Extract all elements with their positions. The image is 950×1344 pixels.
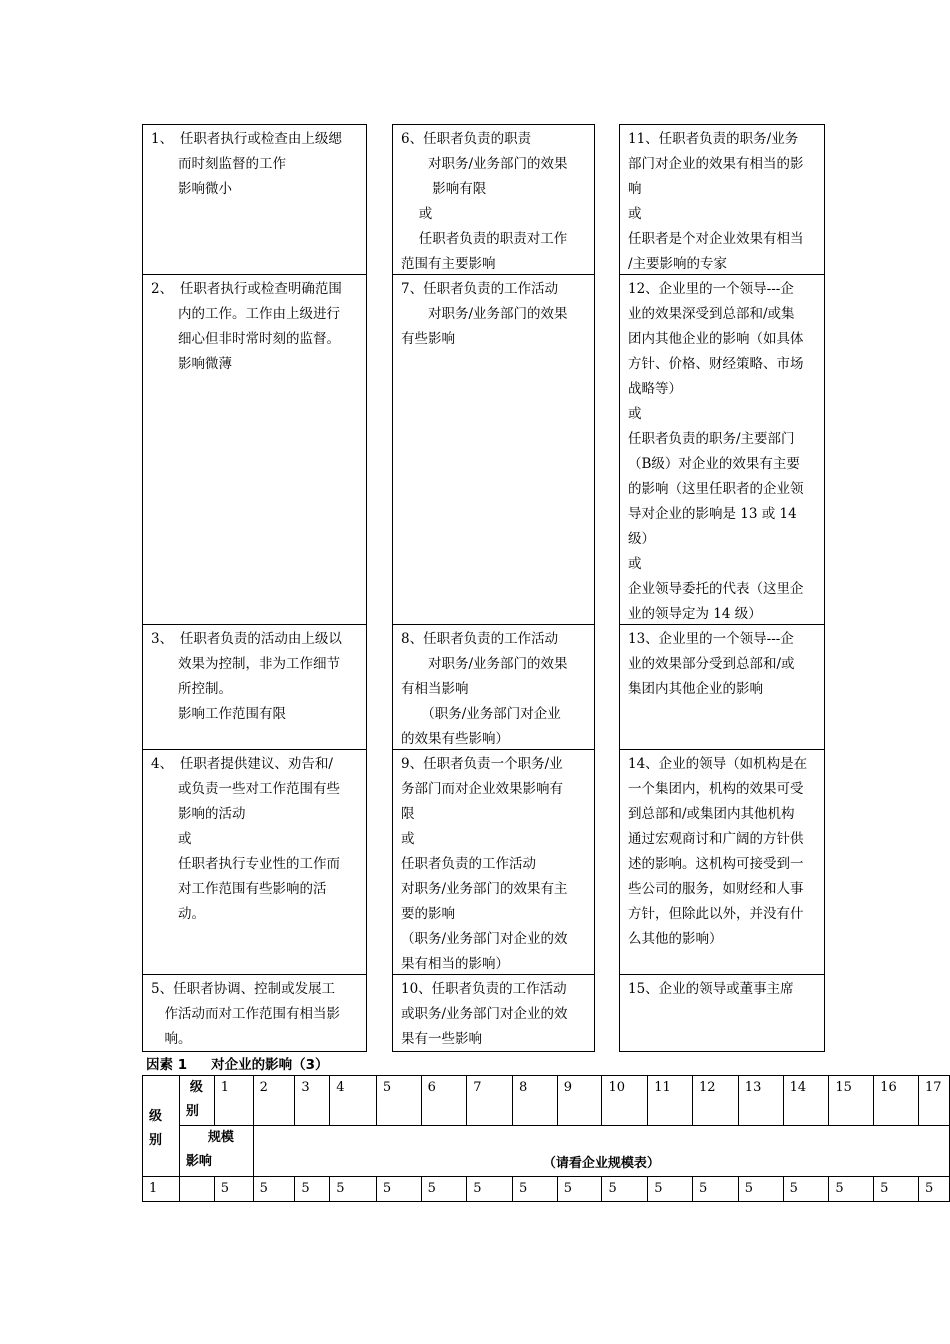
level-cell-1 [143, 125, 366, 275]
cell-line: 一个集团内，机构的效果可受 [628, 781, 804, 797]
level-cell: 3 [295, 1076, 330, 1126]
cell-line: 影响微薄 [151, 356, 232, 372]
level-cell-12 [620, 275, 824, 625]
cell-line: 6、任职者负责的职责 [401, 131, 532, 147]
cell-line: 任职者负责的职务/主要部门 [628, 431, 795, 447]
cell-line: 或 [628, 406, 642, 422]
jibie-top: 级 [149, 1109, 163, 1124]
level-cell: 8 [513, 1076, 558, 1126]
cell-line: 级） [628, 531, 655, 547]
cell-line: 方针、价格、财经策略、市场 [628, 356, 804, 372]
cell-line: 3、 任职者负责的活动由上级以 [151, 631, 342, 647]
cell-line: 方针，但除此以外，并没有什 [628, 906, 804, 922]
level-cell-3 [143, 625, 366, 750]
cell-line: 限 [401, 806, 415, 822]
level-cell-13 [620, 625, 824, 750]
value-cell: 5 [648, 1177, 693, 1202]
value-cell: 5 [693, 1177, 739, 1202]
value-cell: 5 [557, 1177, 602, 1202]
cell-line: 影响工作范围有限 [151, 706, 286, 722]
cell-line: 响。 [151, 1031, 192, 1047]
cell-line: 9、任职者负责一个职务/业 [401, 756, 563, 772]
cell-line: 的影响（这里任职者的企业领 [628, 481, 804, 497]
level-header-top: 级 [189, 1080, 203, 1095]
row-level: 1 [143, 1177, 180, 1202]
cell-line: 或 [401, 206, 433, 222]
cell-line: 要的影响 [401, 906, 455, 922]
cell-line: 而时刻监督的工作 [151, 156, 286, 172]
table-header-row [143, 1076, 950, 1126]
cell-line: 有相当影响 [401, 681, 469, 697]
cell-line: 果有一些影响 [401, 1031, 482, 1047]
level-cell-15 [620, 975, 824, 1051]
cell-line: 12、企业里的一个领导---企 [628, 281, 794, 297]
cell-line: 1、 任职者执行或检查由上级缌 [151, 131, 342, 147]
cell-line: 影响的活动 [151, 806, 246, 822]
cell-line: 通过宏观商讨和广阔的方针供 [628, 831, 804, 847]
level-cell: 10 [602, 1076, 648, 1126]
cell-line: 集团内其他企业的影响 [628, 681, 763, 697]
level-cell-9 [393, 750, 594, 975]
cell-line: 的效果有些影响） [401, 731, 509, 747]
cell-line: 13、企业里的一个领导---企 [628, 631, 794, 647]
level-cell: 16 [874, 1076, 919, 1126]
level-cell: 9 [557, 1076, 602, 1126]
level-cell-4 [143, 750, 366, 975]
level-cell-11 [620, 125, 824, 275]
level-cell-6 [393, 125, 594, 275]
level-cell-5 [143, 975, 366, 1051]
value-cell: 5 [829, 1177, 874, 1202]
level-cell-10 [393, 975, 594, 1051]
cell-line: 对职务/业务部门的效果 [401, 156, 568, 172]
cell-line: 任职者是个对企业效果有相当 [628, 231, 804, 247]
level-cell-7 [393, 275, 594, 625]
level-header [179, 1076, 214, 1126]
cell-line: 14、企业的领导（如机构是在 [628, 756, 808, 772]
table-row [143, 1177, 950, 1202]
cell-line: （B级）对企业的效果有主要 [628, 456, 800, 472]
cell-line: 述的影响。这机构可接受到一 [628, 856, 804, 872]
scale-row [143, 1126, 950, 1177]
cell-line: 果有相当的影响） [401, 956, 509, 972]
cell-line: 范围有主要影响 [401, 256, 496, 272]
scale-impact-header [179, 1126, 253, 1177]
level-cell: 15 [829, 1076, 874, 1126]
cell-line: 2、 任职者执行或检查明确范围 [151, 281, 342, 297]
cell-line: 或 [628, 206, 642, 222]
cell-line: 些公司的服务，如财经和人事 [628, 881, 804, 897]
cell-line: 效果为控制，非为工作细节 [151, 656, 340, 672]
cell-line: 对工作范围有些影响的活 [151, 881, 327, 897]
cell-line: 动。 [151, 906, 205, 922]
cell-line: 任职者负责的职责对工作 [401, 231, 568, 247]
cell-line: 或 [628, 556, 642, 572]
value-cell: 5 [295, 1177, 330, 1202]
level-cell: 17 [918, 1076, 949, 1126]
cell-line: 企业领导委托的代表（这里企 [628, 581, 804, 597]
cell-line: 业的效果部分受到总部和/或 [628, 656, 795, 672]
cell-line: 么其他的影响） [628, 931, 723, 947]
row-empty [179, 1177, 214, 1202]
level-column-1 [142, 124, 367, 1052]
cell-line: 导对企业的影响是 13 或 14 [628, 506, 797, 522]
cell-line: 细心但非时常时刻的监督。 [151, 331, 340, 347]
cell-line: 任职者负责的工作活动 [401, 856, 536, 872]
cell-line: 业的领导定为 14 级） [628, 606, 762, 622]
cell-line: 对职务/业务部门的效果有主 [401, 881, 568, 897]
value-cell: 5 [738, 1177, 783, 1202]
level-cell: 1 [214, 1076, 253, 1126]
cell-line: 战略等） [628, 381, 682, 397]
cell-line: 团内其他企业的影响（如具体 [628, 331, 804, 347]
cell-line: （职务/业务部门对企业的效 [401, 931, 568, 947]
cell-line: 到总部和/或集团内其他机构 [628, 806, 795, 822]
scale-note [253, 1126, 949, 1177]
cell-line: 4、 任职者提供建议、劝告和/ [151, 756, 333, 772]
level-cell: 13 [738, 1076, 783, 1126]
cell-line: 对职务/业务部门的效果 [401, 656, 568, 672]
factor-label: 因素 1 [146, 1057, 188, 1073]
level-header-bottom: 别 [185, 1104, 199, 1119]
value-cell: 5 [253, 1177, 295, 1202]
level-cell: 11 [648, 1076, 693, 1126]
cell-line: 所控制。 [151, 681, 232, 697]
cell-line: 部门对企业的效果有相当的影 [628, 156, 804, 172]
cell-line: 有些影响 [401, 331, 455, 347]
cell-line: 或负责一些对工作范围有些 [151, 781, 340, 797]
value-cell: 5 [918, 1177, 949, 1202]
cell-line: 任职者执行专业性的工作而 [151, 856, 340, 872]
level-cell-2 [143, 275, 366, 625]
level-cell: 14 [783, 1076, 829, 1126]
value-cell: 5 [421, 1177, 467, 1202]
cell-line: 作活动而对工作范围有相当影 [151, 1006, 340, 1022]
cell-line: 或 [151, 831, 192, 847]
value-cell: 5 [874, 1177, 919, 1202]
cell-line: 务部门而对企业效果影响有 [401, 781, 563, 797]
value-cell: 5 [376, 1177, 421, 1202]
cell-line: （职务/业务部门对企业 [401, 706, 561, 722]
value-cell: 5 [467, 1177, 513, 1202]
factor-title: 对企业的影响（3） [211, 1057, 329, 1073]
cell-line: 对职务/业务部门的效果 [401, 306, 568, 322]
level-cell: 12 [693, 1076, 739, 1126]
cell-line: 或 [401, 831, 415, 847]
cell-line: 内的工作。工作由上级进行 [151, 306, 340, 322]
scale-label: 规模 [207, 1130, 234, 1145]
cell-line: 5、任职者协调、控制或发展工 [151, 981, 336, 997]
scale-note-text: （请看企业规模表） [542, 1156, 660, 1171]
impact-label: 影响 [185, 1154, 212, 1169]
value-cell: 5 [513, 1177, 558, 1202]
cell-line: 响 [628, 181, 642, 197]
cell-line: 8、任职者负责的工作活动 [401, 631, 559, 647]
value-cell: 5 [214, 1177, 253, 1202]
level-cell: 4 [330, 1076, 377, 1126]
level-cell: 2 [253, 1076, 295, 1126]
value-cell: 5 [783, 1177, 829, 1202]
jibie-header [143, 1076, 180, 1177]
cell-line: 10、任职者负责的工作活动 [401, 981, 567, 997]
level-column-3 [619, 124, 825, 1052]
level-cell: 7 [467, 1076, 513, 1126]
cell-line: 7、任职者负责的工作活动 [401, 281, 559, 297]
jibie-bottom: 别 [149, 1133, 163, 1148]
cell-line: 11、任职者负责的职务/业务 [628, 131, 799, 147]
level-cell: 5 [376, 1076, 421, 1126]
value-cell: 5 [602, 1177, 648, 1202]
cell-line: 影响有限 [401, 181, 487, 197]
level-column-2 [392, 124, 595, 1052]
cell-line: 或职务/业务部门对企业的效 [401, 1006, 568, 1022]
level-cell-8 [393, 625, 594, 750]
cell-line: 15、企业的领导或董事主席 [628, 981, 794, 997]
level-cell-14 [620, 750, 824, 975]
cell-line: 业的效果深受到总部和/或集 [628, 306, 795, 322]
cell-line: /主要影响的专家 [628, 256, 728, 272]
value-cell: 5 [330, 1177, 377, 1202]
level-table [142, 1075, 950, 1202]
factor-heading [146, 1053, 353, 1073]
cell-line: 影响微小 [151, 181, 232, 197]
level-cell: 6 [421, 1076, 467, 1126]
